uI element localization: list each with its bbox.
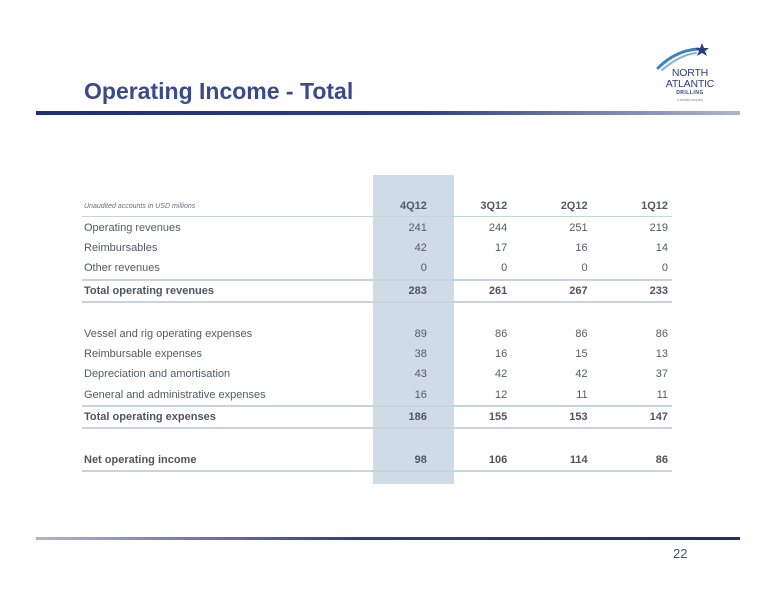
cell-value: 155 [453,406,533,428]
cell-value: 37 [655,368,668,381]
cell-value: 261 [453,280,533,302]
slide-title: Operating Income - Total [84,78,354,104]
logo-wordmark [660,68,720,103]
column-header-2q12: 2Q12 [533,196,613,217]
cell-value: 186 [373,406,453,428]
cell-value: 16 [495,347,508,360]
row-label: Net operating income [82,450,373,471]
cell-value: 11 [656,388,668,401]
cell-value: 86 [614,450,672,471]
cell-value: 233 [614,280,672,302]
spacer-row [82,428,672,449]
cell-value: 153 [533,406,613,428]
page-number: 22 [673,546,688,561]
cell-value: 283 [373,280,453,302]
cell-value: 244 [488,221,508,234]
cell-value: 42 [495,368,508,381]
row-label: Vessel and rig operating expenses [84,327,253,340]
column-header-3q12: 3Q12 [453,196,533,217]
cell-value: 241 [408,221,427,234]
row-label: Total operating expenses [82,406,373,428]
cell-value: 42 [414,241,427,254]
row-label: Operating revenues [84,221,181,234]
total-revenues-row [82,280,672,302]
row-label: Other revenues [84,262,160,275]
cell-value: 12 [495,388,508,401]
logo-line-atlantic: ATLANTIC [665,78,715,90]
cell-value: 11 [576,388,588,401]
row-label: Reimbursable expenses [84,347,203,360]
operating-income-table [82,196,672,472]
cell-value: 13 [655,347,668,360]
title-divider [36,111,740,115]
cell-value: 267 [533,280,613,302]
cell-value: 89 [414,327,427,340]
cell-value: 251 [569,221,588,234]
total-expenses-row [82,406,672,428]
cell-value: 86 [495,327,508,340]
column-header-4q12: 4Q12 [373,196,453,217]
row-label: Reimbursables [84,241,158,254]
table-row [82,323,672,343]
cell-value: 0 [420,262,427,275]
logo-tagline: a seadrill company [677,98,703,102]
logo-line-drilling: DRILLING [676,90,704,96]
cell-value: 114 [533,450,613,471]
cell-value: 14 [655,241,668,254]
footer-divider [36,537,740,540]
row-label: Depreciation and amortisation [84,368,231,381]
net-operating-income-row [82,450,672,471]
cell-value: 16 [575,241,588,254]
cell-value: 86 [575,327,588,340]
table-row [82,385,672,406]
table-header-row [82,196,672,217]
table-row [82,364,672,384]
cell-value: 98 [373,450,453,471]
table-header-caption: Unaudited accounts in USD millions [82,196,373,217]
row-label: General and administrative expenses [84,388,266,401]
cell-value: 219 [649,221,668,234]
cell-value: 16 [414,388,427,401]
table-row [82,344,672,364]
cell-value: 17 [495,241,508,254]
cell-value: 43 [414,368,427,381]
logo-line-north: NORTH [671,67,709,79]
cell-value: 0 [661,262,668,275]
cell-value: 0 [581,262,588,275]
cell-value: 38 [414,347,427,360]
cell-value: 42 [575,368,588,381]
north-atlantic-drilling-logo [656,42,726,104]
table-row [82,238,672,258]
cell-value: 106 [453,450,533,471]
cell-value: 0 [501,262,508,275]
spacer-row [82,302,672,323]
cell-value: 86 [655,327,668,340]
cell-value: 147 [614,406,672,428]
row-label: Total operating revenues [82,280,373,302]
table-row [82,217,672,238]
table-row [82,258,672,279]
column-header-1q12: 1Q12 [614,196,672,217]
cell-value: 15 [575,347,588,360]
